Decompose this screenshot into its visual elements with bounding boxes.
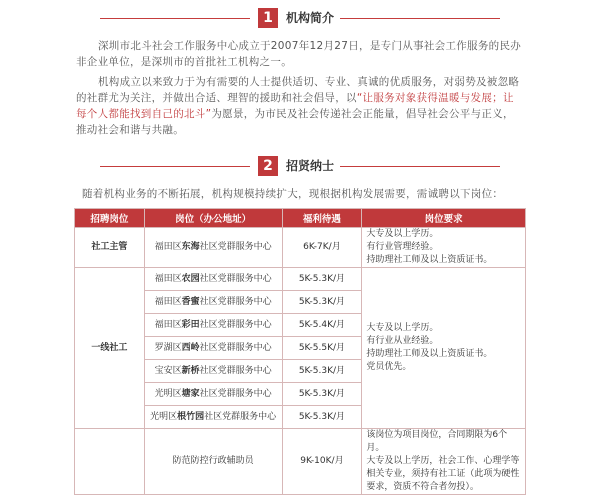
location-cell (144, 337, 282, 360)
loc-name: 根竹园 (177, 411, 205, 422)
loc-suffix: 社区党群服务中心 (199, 319, 272, 330)
loc-prefix: 福田区 (154, 296, 182, 307)
loc-prefix: 罗湖区 (154, 342, 182, 353)
loc-name: 塘家 (181, 388, 200, 399)
loc-suffix: 社区党群服务中心 (204, 411, 277, 422)
table-row (75, 429, 526, 495)
loc-prefix: 福田区 (154, 242, 182, 252)
intro-text-a: 机构成立以来致力于为有需要的人士提供适切、专业、真诚的优质服务，对弱势及被忽略的社群尤为关注，并做出合适、理智的援助和社会倡导，以 (76, 76, 520, 104)
loc-prefix: 福田区 (154, 273, 182, 284)
location-cell (144, 383, 282, 406)
loc-name: 西岭 (181, 342, 200, 353)
job-table (74, 208, 526, 495)
salary-cell: 5K-5.3K/月 (282, 291, 362, 314)
loc-name: 彩田 (181, 319, 200, 330)
divider-right (340, 18, 500, 19)
location-cell (144, 291, 282, 314)
location-cell (144, 314, 282, 337)
requirement-line: 大专及以上学历。 (366, 229, 439, 239)
header-requirements: 岗位要求 (362, 209, 526, 228)
loc-prefix: 光明区 (154, 388, 182, 399)
loc-name: 农园 (181, 273, 200, 284)
loc-suffix: 社区党群服务中心 (199, 365, 272, 376)
category-cell: 社工主管 (75, 228, 145, 268)
loc-suffix: 社区党群服务中心 (199, 273, 272, 284)
salary-cell: 5K-5.3K/月 (282, 360, 362, 383)
section-header-2 (0, 156, 600, 176)
requirement-line: 有行业管理经验。 (366, 242, 439, 252)
header-location: 岗位（办公地址） (144, 209, 282, 228)
intro-paragraph-2 (76, 74, 524, 138)
loc-prefix: 光明区 (150, 411, 178, 422)
location-cell (144, 228, 282, 268)
loc-name: 东海 (181, 242, 200, 252)
section-title: 机构简介 (286, 11, 335, 25)
category-cell: 一线社工 (75, 268, 145, 429)
divider-left (100, 166, 250, 167)
location-cell (144, 360, 282, 383)
requirement-line: 该岗位为项目岗位，合同期限为6个月。 (366, 430, 508, 453)
loc-name: 新桥 (181, 365, 200, 376)
location-cell (144, 268, 282, 291)
requirements-cell (362, 268, 526, 429)
divider-left (100, 18, 250, 19)
salary-cell: 5K-5.3K/月 (282, 406, 362, 429)
loc-suffix: 社区党群服务中心 (199, 296, 272, 307)
header-position: 招聘岗位 (75, 209, 145, 228)
loc-suffix: 社区党群服务中心 (199, 342, 272, 353)
salary-cell: 9K-10K/月 (282, 429, 362, 495)
header-salary: 福利待遇 (282, 209, 362, 228)
requirement-line: 有行业从业经验。 (366, 336, 439, 346)
requirements-cell (362, 228, 526, 268)
intro-text-b: 为愿景，为市民及社会传递社会正能量，倡导社会公平与正义，推动社会和谐与共融。 (76, 108, 514, 136)
salary-cell: 5K-5.5K/月 (282, 337, 362, 360)
loc-suffix: 社区党群服务中心 (199, 388, 272, 399)
loc-prefix: 福田区 (154, 319, 182, 330)
category-cell (75, 429, 145, 495)
loc-prefix: 宝安区 (154, 365, 182, 376)
section-number-badge: 1 (258, 8, 278, 28)
requirement-line: 大专及以上学历，社会工作、心理学等相关专业，须持有社工证（此项为硬性要求，资质不符合者勿投）。 (366, 456, 520, 492)
table-row (75, 268, 526, 291)
requirements-cell (362, 429, 526, 495)
requirement-line: 持助理社工师及以上资质证书。 (366, 349, 493, 359)
requirement-line: 持助理社工师及以上资质证书。 (366, 255, 493, 265)
location-cell: 防范防控行政辅助员 (144, 429, 282, 495)
loc-suffix: 社区党群服务中心 (199, 242, 272, 252)
salary-cell: 5K-5.3K/月 (282, 383, 362, 406)
section-number-badge: 2 (258, 156, 278, 176)
salary-cell: 6K-7K/月 (282, 228, 362, 268)
requirement-line: 大专及以上学历。 (366, 323, 439, 333)
intro-highlight: “让服务对象获得温暖与发展；让每个人都能找到自己的北斗” (76, 92, 514, 120)
requirement-line: 党员优先。 (366, 362, 412, 372)
section-header-1 (0, 8, 600, 28)
table-header-row (75, 209, 526, 228)
table-row (75, 228, 526, 268)
loc-name: 香蜜 (181, 296, 200, 307)
divider-right (340, 166, 500, 167)
salary-cell: 5K-5.4K/月 (282, 314, 362, 337)
salary-cell: 5K-5.3K/月 (282, 268, 362, 291)
recruit-intro: 随着机构业务的不断拓展，机构规模持续扩大，现根据机构发展需要，需诚聘以下岗位： (82, 188, 504, 200)
intro-paragraph-1: 深圳市北斗社会工作服务中心成立于2007年12月27日，是专门从事社会工作服务的民办非企业单位，是深圳市的首批社工机构之一。 (76, 40, 522, 68)
location-cell (144, 406, 282, 429)
section-title: 招贤纳士 (286, 159, 335, 173)
